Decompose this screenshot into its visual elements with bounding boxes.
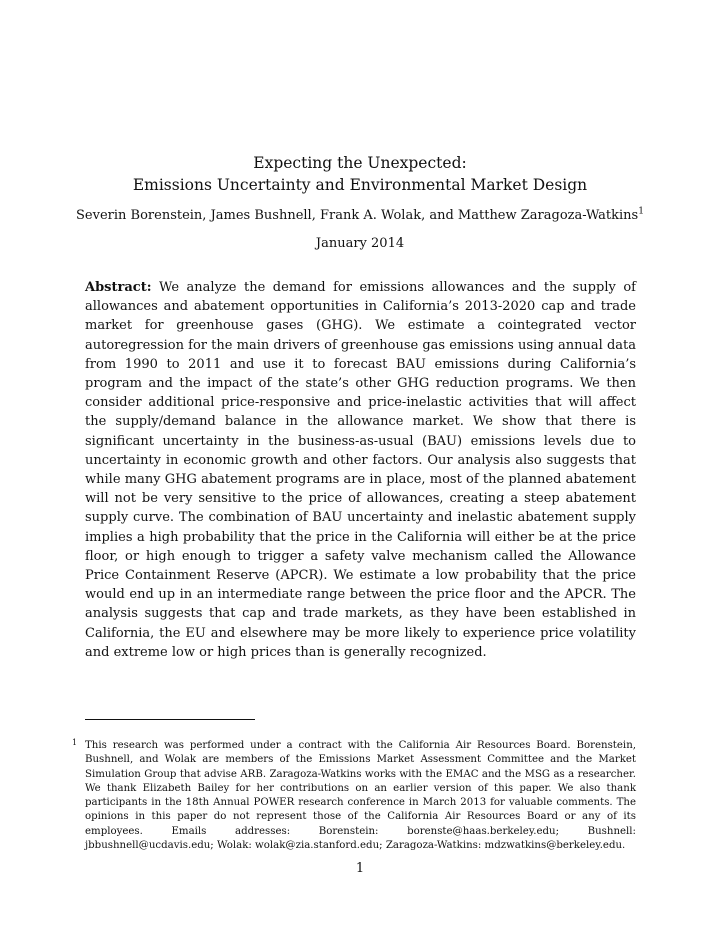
footnote-marker: 1 [72,738,78,747]
footnote-rule [85,719,255,720]
abstract-text: We analyze the demand for emissions allowances and the supply of allowances and abatement opportunities in California’s 2013-2020 cap and trade market for greenhouse gases (GHG). We estimate a cointegrated vector autoregression for the main drivers of greenhouse gas emissions using annual data from 1990 to 2011 and use it to forecast BAU emissions during California’s program and the impact of the state’s other GHG reduction programs. We then consider additional price-responsive and price-inelastic activities that will affect the supply/demand balance in the allowance market. We show that there is significant uncertainty in the business-as-usual (BAU) emissions levels due to uncertainty in economic growth and other factors. Our analysis also suggests that while many GHG abatement programs are in place, most of the planned abatement will not be very sensitive to the price of allowances, creating a steep abatement supply curve. The combination of BAU uncertainty and inelastic abatement supply implies a high probability that the price in the California will either be at the price floor, or high enough to trigger a safety valve mechanism called the Allowance Price Containment Reserve (APCR). We estimate a low probability that the price would end up in an intermediate range between the price floor and the APCR. The analysis suggests that cap and trade markets, as they have been established in California, the EU and elsewhere may be more likely to experience price volatility and extreme low or high prices than is generally recognized. [85,280,636,660]
abstract [85,278,636,662]
title-line-1: Expecting the Unexpected: [253,154,467,172]
title-line-2: Emissions Uncertainty and Environmental Market Design [132,176,588,194]
authors-text: Severin Borenstein, James Bushnell, Frank A. Wolak, and Matthew Zaragoza-Watkins [76,208,639,223]
publication-date: January 2014 [315,236,405,251]
abstract-label: Abstract: [85,280,152,295]
author-list [0,207,720,225]
page-number: 1 [355,861,365,876]
footnote-text: This research was performed under a contract with the California Air Resources Board. Borenstein, Bushnell, and Wolak are members of the Emissions Market Assessment Committee and the Market Simulation Group that advise ARB. Zaragoza-Watkins works with the EMAC and the MSG as a researcher. We thank Elizabeth Bailey for her contributions on an earlier version of this paper. We also thank participants in the 18th Annual POWER research conference in March 2013 for valuable comments. The opinions in this paper do not represent those of the California Air Resources Board or any of its employees. Emails addresses: Borenstein: borenste@haas.berkeley.edu; Bushnell: jbbushnell@ucdavis.edu; Wolak: wolak@zia.stanford.edu; Zaragoza-Watkins: mdzwatkins@berkeley.edu. [85,740,636,852]
footnote [72,738,636,853]
author-footnote-marker[interactable]: 1 [638,206,644,217]
paper-title [0,152,720,196]
